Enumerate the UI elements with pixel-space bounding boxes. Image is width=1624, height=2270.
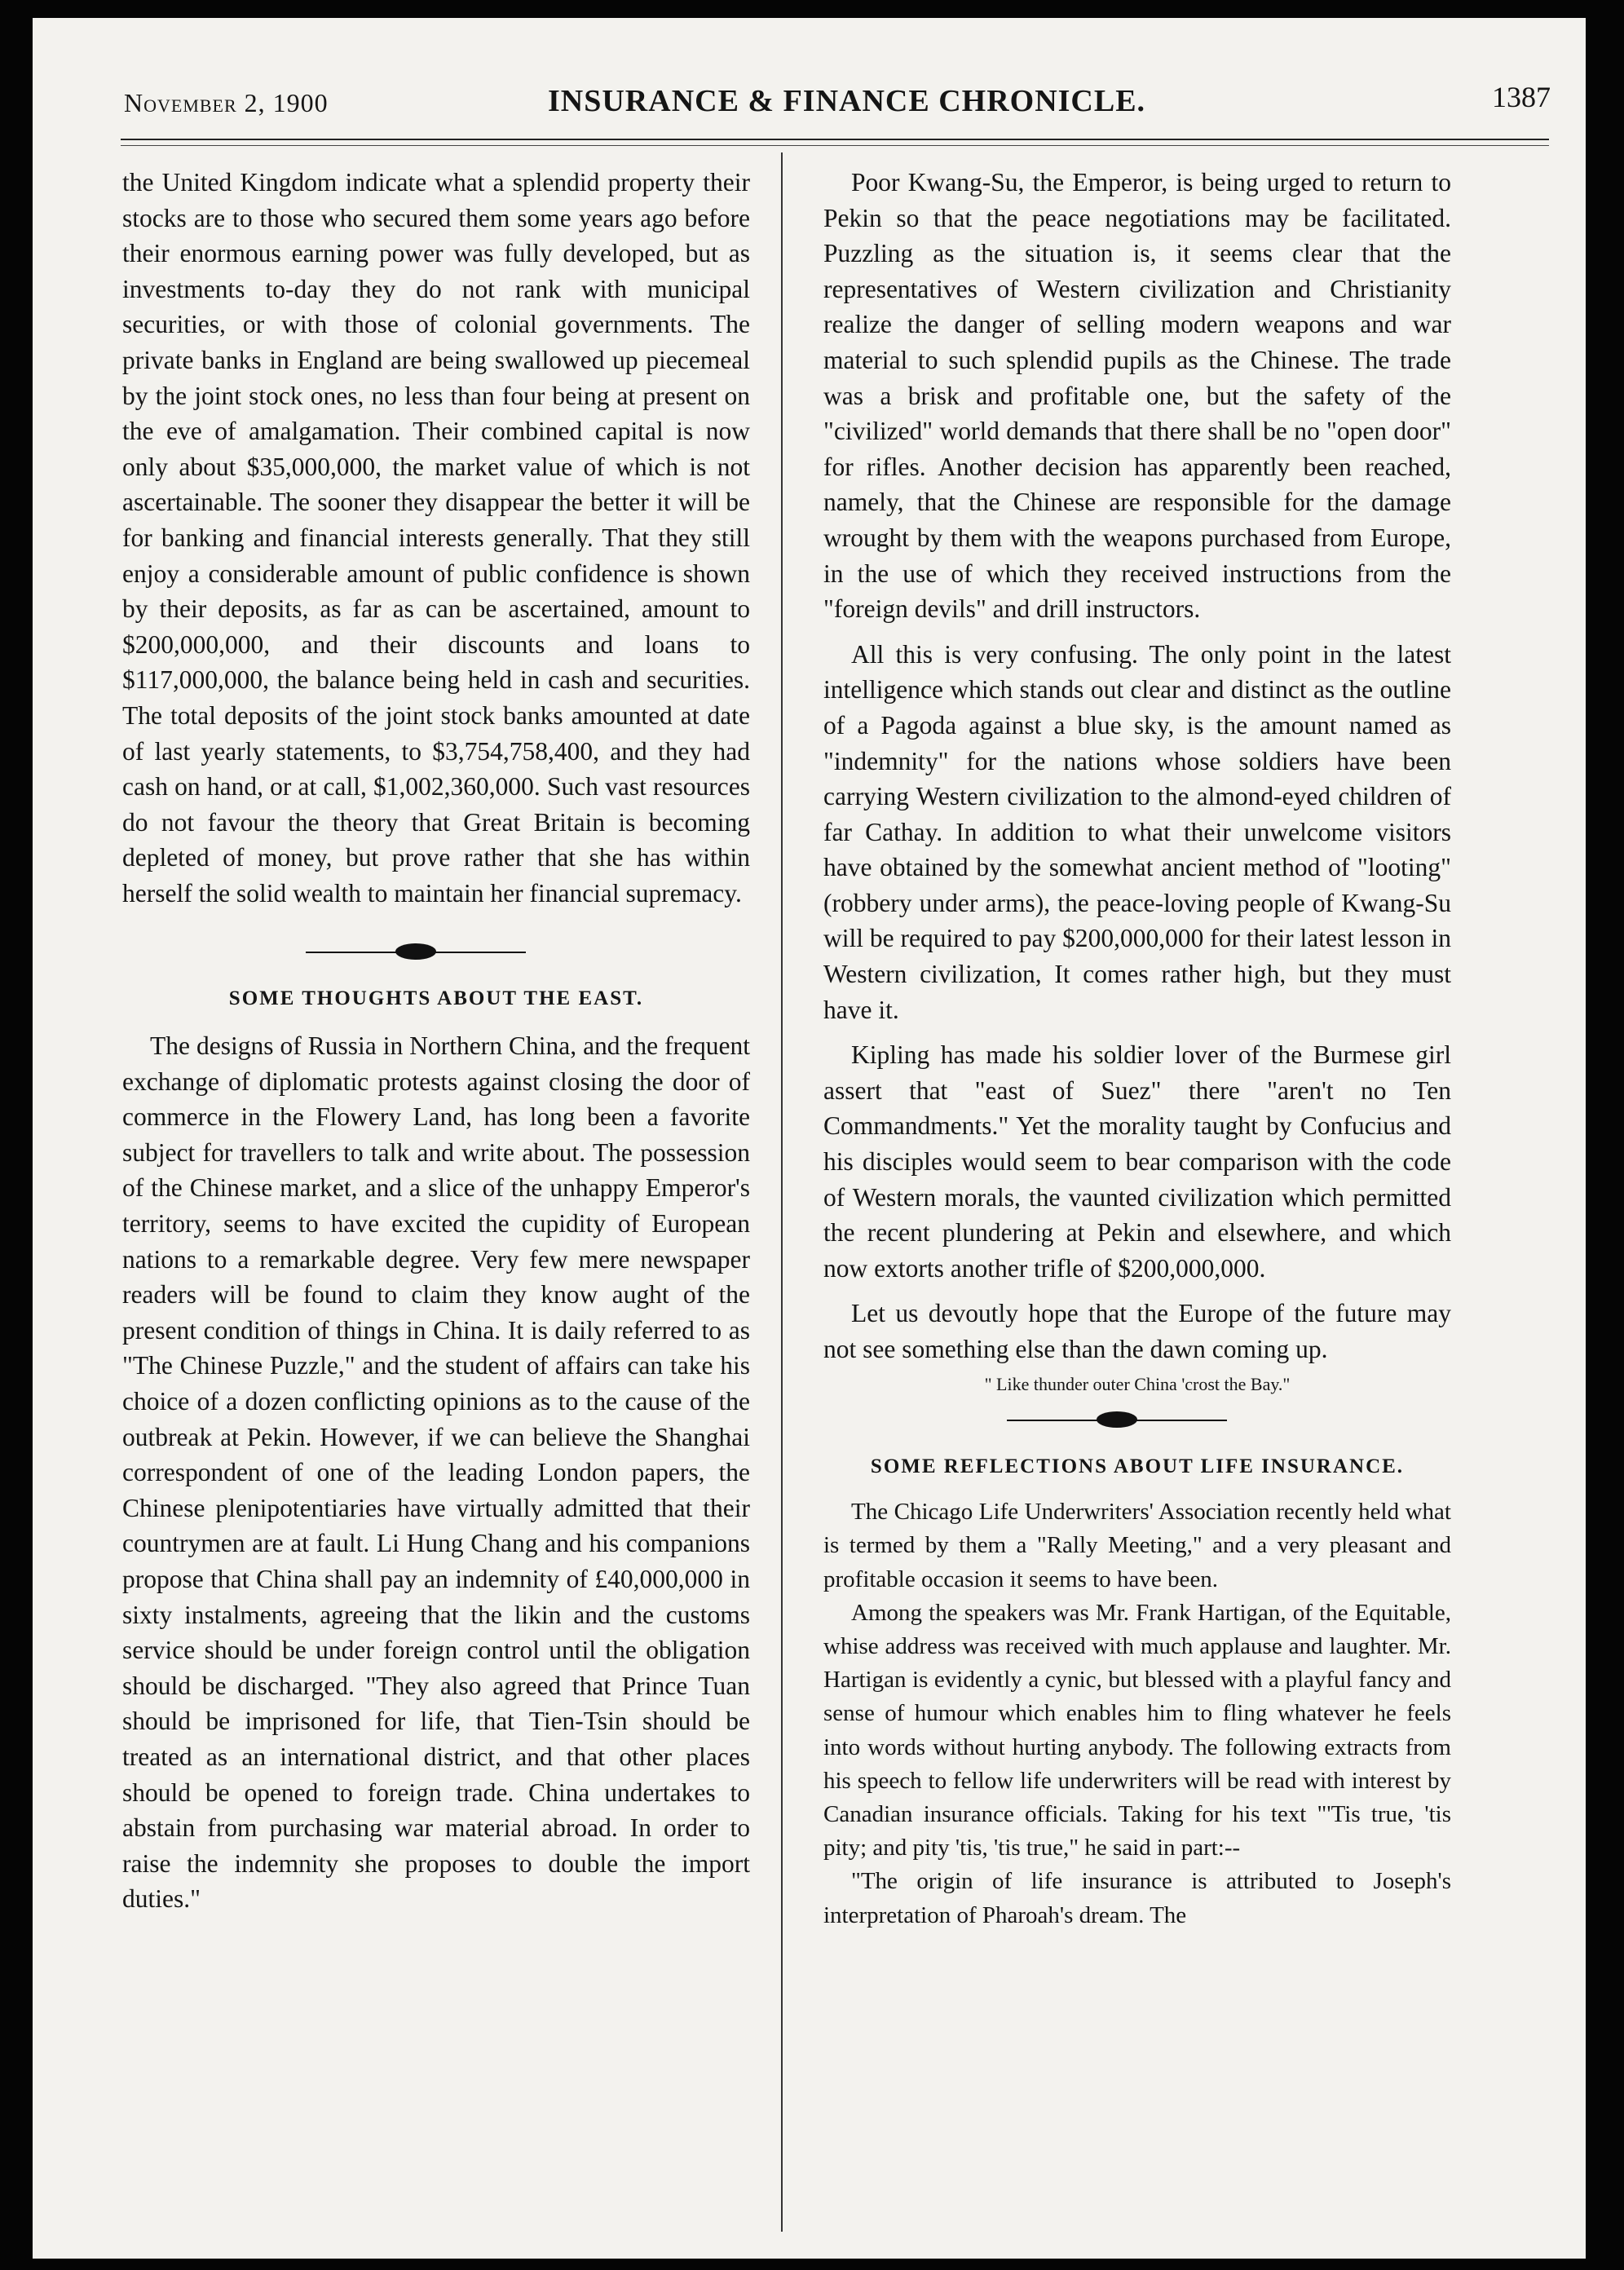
closing-quote: " Like thunder outer China 'crost the Bay." (984, 1373, 1291, 1394)
right-column (823, 165, 1451, 1932)
article-paragraph: the United Kingdom indicate what a splendid property their stocks are to those who secured them some years ago before their enormous earning power was fully developed, but as investments to-day they do not rank with municipal securities, or with those of colonial governments. The private banks in England are being swallowed up piecemeal by the joint stock ones, no less than four being at present on the eve of amalgamation. Their combined capital is now only about $35,000,000, the market value of which is not ascertainable. The sooner they disappear the better it will be for banking and financial interests generally. That they still enjoy a considerable amount of public confidence is shown by their deposits, as far as can be ascertained, amount to $200,000,000, and their discounts and loans to $117,000,000, the balance being held in cash and securities. The total deposits of the joint stock banks amounted at date of last yearly statements, to $3,754,758,400, and they had cash on hand, or at call, $1,002,360,000. Such vast resources do not favour the theory that Great Britain is becoming depleted of money, but prove rather that she has within herself the solid wealth to maintain her financial supremacy. (122, 168, 750, 908)
publication-title: INSURANCE & FINANCE CHRONICLE. (548, 84, 1146, 118)
header-rule (121, 139, 1549, 140)
issue-date: November 2, 1900 (124, 88, 329, 117)
article-paragraph: The designs of Russia in Northern China, and the frequent exchange of diplomatic protests against closing the door of commerce in the Flowery Land, has long been a favorite subject for travellers to talk and write about. The possession of the Chinese market, and a slice of the unhappy Emperor's territory, seems to have excited the cupidity of European nations to a remarkable degree. Very few mere newspaper readers will be found to claim they know aught of the present condition of things in China. It is daily referred to as "The Chinese Puzzle," and the student of affairs can take his choice of a dozen conflicting opinions as to the cause of the outbreak at Pekin. However, if we can believe the Shanghai correspondent of one of the leading London papers, the Chinese plenipotentiaries have virtually admitted that their countrymen are at fault. Li Hung Chang and his companions propose that China shall pay an indemnity of £40,000,000 in sixty instalments, agreeing that the likin and the customs service should be under foreign control until the obligation should be discharged. "They also agreed that Prince Tuan should be imprisoned for life, that Tien-Tsin should be treated as an international district, and that other places should be opened to foreign trade. China undertakes to abstain from purchasing war material abroad. In order to raise the indemnity she proposes to double the import duties." (122, 1031, 750, 1914)
article-paragraph: The Chicago Life Underwriters' Association recently held what is termed by them a "Rally Meeting," and a very pleasant and profitable occasion it seems to have been. (823, 1499, 1451, 1592)
left-column (122, 165, 750, 1917)
article-paragraph: Let us devoutly hope that the Europe of the future may not see something else than the dawn coming up. (823, 1299, 1451, 1363)
page-number: 1387 (1492, 81, 1551, 113)
ornament-diamond-icon (395, 943, 436, 960)
newspaper-page (33, 18, 1586, 2259)
header-rule-thin (121, 145, 1549, 146)
section-heading: SOME THOUGHTS ABOUT THE EAST. (228, 987, 644, 1010)
article-paragraph: Among the speakers was Mr. Frank Hartigan, of the Equitable, whise address was received with much applause and laughter. Mr. Hartigan is evidently a cynic, but blessed with a playful fancy and sense of humour which enables him to fling whatever he feels into words without hurting anybody. The following extracts from his speech to fellow life underwriters will be read with interest by Canadian insurance officials. Taking for his text "'Tis true, 'tis pity; and pity 'tis, 'tis true," he said in part:-- (823, 1599, 1451, 1861)
section-heading: SOME REFLECTIONS ABOUT LIFE INSURANCE. (870, 1455, 1405, 1477)
section-ornament (823, 1402, 1451, 1439)
article-paragraph: "The origin of life insurance is attributed to Joseph's interpretation of Pharoah's dream. The (823, 1868, 1451, 1928)
article-paragraph: All this is very confusing. The only point in the latest intelligence which stands out clear and distinct as the outline of a Pagoda against a blue sky, is the amount named as "indemnity" for the nations whose soldiers have been carrying Western civilization to the almond-eyed children of far Cathay. In addition to what their unwelcome visitors have obtained by the somewhat ancient method of "looting" (robbery under arms), the peace-loving people of Kwang-Su will be required to pay $200,000,000 for their latest lesson in Western civilization, It comes rather high, but they must have it. (823, 639, 1451, 1024)
article-paragraph: Kipling has made his soldier lover of the Burmese girl assert that "east of Suez" there "aren't no Ten Commandments." Yet the morality taught by Confucius and his disciples would seem to bear comparison with the code of Western morals, the vaunted civilization which permitted the recent plundering at Pekin and elsewhere, and which now extorts another trifle of $200,000,000. (823, 1040, 1451, 1283)
ornament-diamond-icon (1097, 1411, 1137, 1428)
column-divider (781, 152, 783, 2232)
section-ornament (122, 934, 750, 971)
article-paragraph: Poor Kwang-Su, the Emperor, is being urged to return to Pekin so that the peace negotiations may be facilitated. Puzzling as the situation is, it seems clear that the representatives of Western civilization and Christianity realize the danger of selling modern weapons and war material to such splendid pupils as the Chinese. The trade was a brisk and profitable one, but the safety of the "civilized" world demands that there shall be no "open door" for rifles. Another decision has apparently been reached, namely, that the Chinese are responsible for the damage wrought by them with the weapons purchased from Europe, in the use of which they received instructions from the "foreign devils" and drill instructors. (823, 168, 1451, 624)
page-header (124, 78, 1551, 127)
